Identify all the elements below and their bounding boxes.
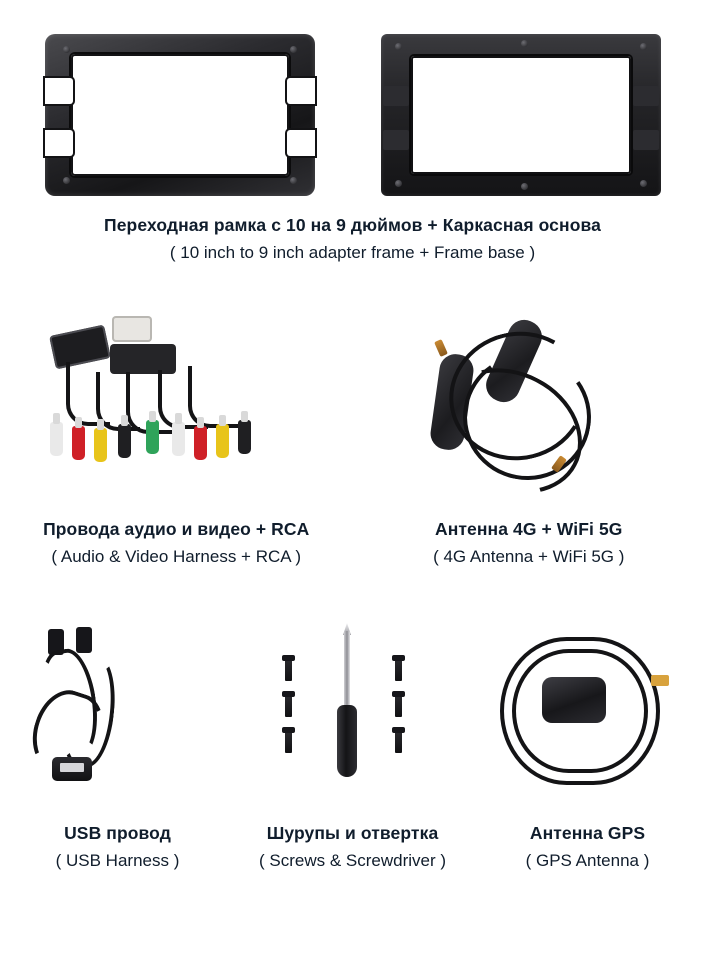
section-harness-antenna — [0, 300, 705, 615]
section-accessories — [0, 615, 705, 945]
screw-hole — [290, 46, 297, 53]
item-audio-video-harness — [0, 300, 353, 615]
usb-illustration — [10, 619, 225, 809]
frame-notch — [45, 78, 73, 104]
frame-notch — [287, 130, 315, 156]
rca-plug-white — [50, 422, 63, 456]
adapter-frame-image — [45, 34, 315, 196]
screw — [395, 695, 402, 717]
screw-hole — [395, 43, 402, 50]
gps-connector — [651, 675, 669, 686]
frames-illustration — [33, 26, 673, 201]
frame-base-image — [381, 34, 661, 196]
caption-ru: Антенна 4G + WiFi 5G — [434, 519, 623, 539]
caption-en: ( Screws & Screwdriver ) — [258, 850, 447, 870]
frame-tab — [633, 86, 659, 106]
screw — [285, 659, 292, 681]
item-4g-wifi-antenna — [353, 300, 705, 615]
antenna-connector — [434, 339, 448, 357]
harness-illustration — [26, 310, 326, 505]
rca-plug-red — [72, 426, 85, 460]
frame-tab — [383, 130, 409, 150]
frame-tab — [633, 130, 659, 150]
gps-antenna-puck — [542, 677, 606, 723]
section-frames — [0, 0, 705, 300]
screw-hole — [290, 177, 297, 184]
rca-plug-black — [118, 424, 131, 458]
harness-wire — [188, 366, 240, 428]
item-usb-harness — [0, 615, 235, 945]
rca-plug-yellow — [216, 424, 229, 458]
caption-en: ( GPS Antenna ) — [525, 850, 650, 870]
item-gps-antenna — [470, 615, 705, 945]
rca-plug-red — [194, 426, 207, 460]
frame-tab — [383, 86, 409, 106]
rca-plug-black — [238, 420, 251, 454]
caption-ru: USB провод — [64, 823, 171, 843]
usb-connector — [76, 627, 92, 653]
caption-en: ( 10 inch to 9 inch adapter frame + Frame base ) — [169, 242, 536, 262]
caption-en: ( Audio & Video Harness + RCA ) — [51, 546, 302, 566]
antenna-caption — [433, 519, 624, 568]
caption-ru: Провода аудио и видео + RCA — [43, 519, 310, 539]
screw — [395, 659, 402, 681]
screw-hole — [640, 43, 647, 50]
rca-plug-green — [146, 420, 159, 454]
screw — [395, 731, 402, 753]
screw-hole — [640, 180, 647, 187]
caption-en: ( USB Harness ) — [55, 850, 180, 870]
screw-hole — [521, 40, 528, 47]
caption-ru: Антенна GPS — [529, 823, 646, 843]
frame-notch — [45, 130, 73, 156]
screw-hole — [521, 183, 528, 190]
antenna-illustration — [379, 310, 679, 505]
harness-white-plug — [112, 316, 152, 342]
screw — [285, 731, 292, 753]
caption-ru: Шурупы и отвертка — [266, 823, 439, 843]
screwdriver-handle — [337, 705, 357, 777]
screw — [285, 695, 292, 717]
screws-caption — [259, 823, 446, 872]
gps-caption — [526, 823, 650, 872]
usb-caption — [56, 823, 180, 872]
screwdriver-illustration — [245, 619, 460, 809]
item-screws-screwdriver — [235, 615, 470, 945]
usb-a-port-insert — [60, 763, 84, 772]
caption-en: ( 4G Antenna + WiFi 5G ) — [433, 546, 625, 566]
gps-illustration — [480, 619, 695, 809]
screwdriver-shaft — [344, 631, 350, 707]
caption-ru: Переходная рамка с 10 на 9 дюймов + Каркасная основа — [104, 215, 601, 235]
rca-plug-yellow — [94, 428, 107, 462]
screw-hole — [395, 180, 402, 187]
harness-caption — [43, 519, 309, 568]
rca-plug-white — [172, 422, 185, 456]
frame-notch — [287, 78, 315, 104]
screw-hole — [63, 46, 70, 53]
screw-hole — [63, 177, 70, 184]
frames-caption — [0, 215, 705, 264]
